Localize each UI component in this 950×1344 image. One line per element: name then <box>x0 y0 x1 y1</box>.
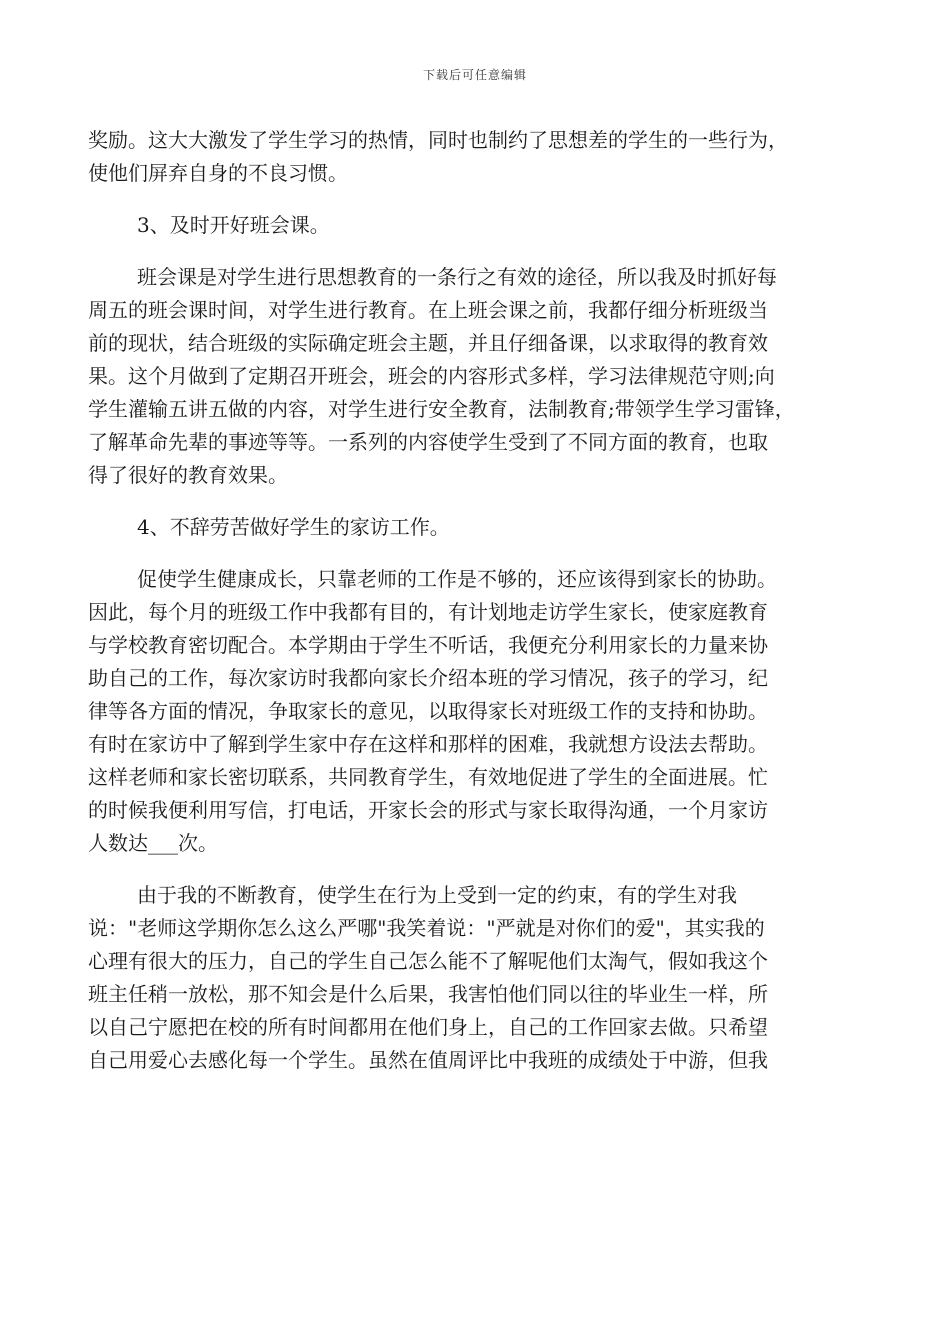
paragraph-class-meeting <box>88 261 858 492</box>
text-line: 因此，每个月的班级工作中我都有目的，有计划地走访学生家长，使家庭教育 <box>88 600 768 624</box>
text-line: 与学校教育密切配合。本学期由于学生不听话，我便充分利用家长的力量来协 <box>88 633 768 657</box>
text-line: 助自己的工作，每次家访时我都向家长介绍本班的学习情况，孩子的学习，纪 <box>88 666 768 690</box>
text-line: 奖励。这大大激发了学生学习的热情，同时也制约了思想差的学生的一些行为， <box>88 128 788 152</box>
text-line: 的时候我便利用写信，打电话，开家长会的形式与家长取得沟通，一个月家访 <box>88 798 768 822</box>
text-line: 心理有很大的压力，自己的学生自己怎么能不了解呢他们太淘气，假如我这个 <box>88 949 768 973</box>
text-line: 人数达___次。 <box>88 831 218 855</box>
text-line: 班主任稍一放松，那不知会是什么后果，我害怕他们同以往的毕业生一样，所 <box>88 982 768 1006</box>
section-heading-class-meeting <box>88 209 858 242</box>
text-line: 促使学生健康成长，只靠老师的工作是不够的，还应该得到家长的协助。 <box>137 567 777 591</box>
heading-text: 4、不辞劳苦做好学生的家访工作。 <box>137 515 450 539</box>
text-line: 得了很好的教育效果。 <box>88 463 288 487</box>
text-line: 由于我的不断教育，使学生在行为上受到一定的约束，有的学生对我 <box>137 883 737 907</box>
text-line: 周五的班会课时间，对学生进行教育。在上班会课之前，我都仔细分析班级当 <box>88 298 768 322</box>
text-line: 说："老师这学期你怎么这么严哪"我笑着说："严就是对你们的爱"，其实我的 <box>88 916 765 940</box>
text-line: 使他们屏弃自身的不良习惯。 <box>88 161 348 185</box>
text-line: 这样老师和家长密切联系，共同教育学生，有效地促进了学生的全面进展。忙 <box>88 765 768 789</box>
text-line: 自己用爱心去感化每一个学生。虽然在值周评比中我班的成绩处于中游，但我 <box>88 1048 768 1072</box>
text-line: 以自己宁愿把在校的所有时间都用在他们身上，自己的工作回家去做。只希望 <box>88 1015 768 1039</box>
text-line: 前的现状，结合班级的实际确定班会主题，并且仔细备课，以求取得的教育效 <box>88 331 768 355</box>
paragraph-home-visits <box>88 563 858 860</box>
text-line: 了解革命先辈的事迹等等。一系列的内容使学生受到了不同方面的教育，也取 <box>88 430 768 454</box>
paragraph-continued-education <box>88 879 858 1077</box>
page-header: 下载后可任意编辑 <box>422 68 527 82</box>
text-line: 果。这个月做到了定期召开班会，班会的内容形式多样，学习法律规范守则;向 <box>88 364 775 388</box>
section-heading-home-visits <box>88 511 858 544</box>
text-line: 律等各方面的情况，争取家长的意见，以取得家长对班级工作的支持和协助。 <box>88 699 768 723</box>
document-body <box>88 124 858 1096</box>
text-line: 学生灌输五讲五做的内容，对学生进行安全教育，法制教育;带领学生学习雷锋， <box>88 397 795 421</box>
heading-text: 3、及时开好班会课。 <box>137 213 330 237</box>
paragraph-reward-continuation <box>88 124 858 190</box>
text-line: 有时在家访中了解到学生家中存在这样和那样的困难，我就想方设法去帮助。 <box>88 732 768 756</box>
text-line: 班会课是对学生进行思想教育的一条行之有效的途径，所以我及时抓好每 <box>137 265 777 289</box>
